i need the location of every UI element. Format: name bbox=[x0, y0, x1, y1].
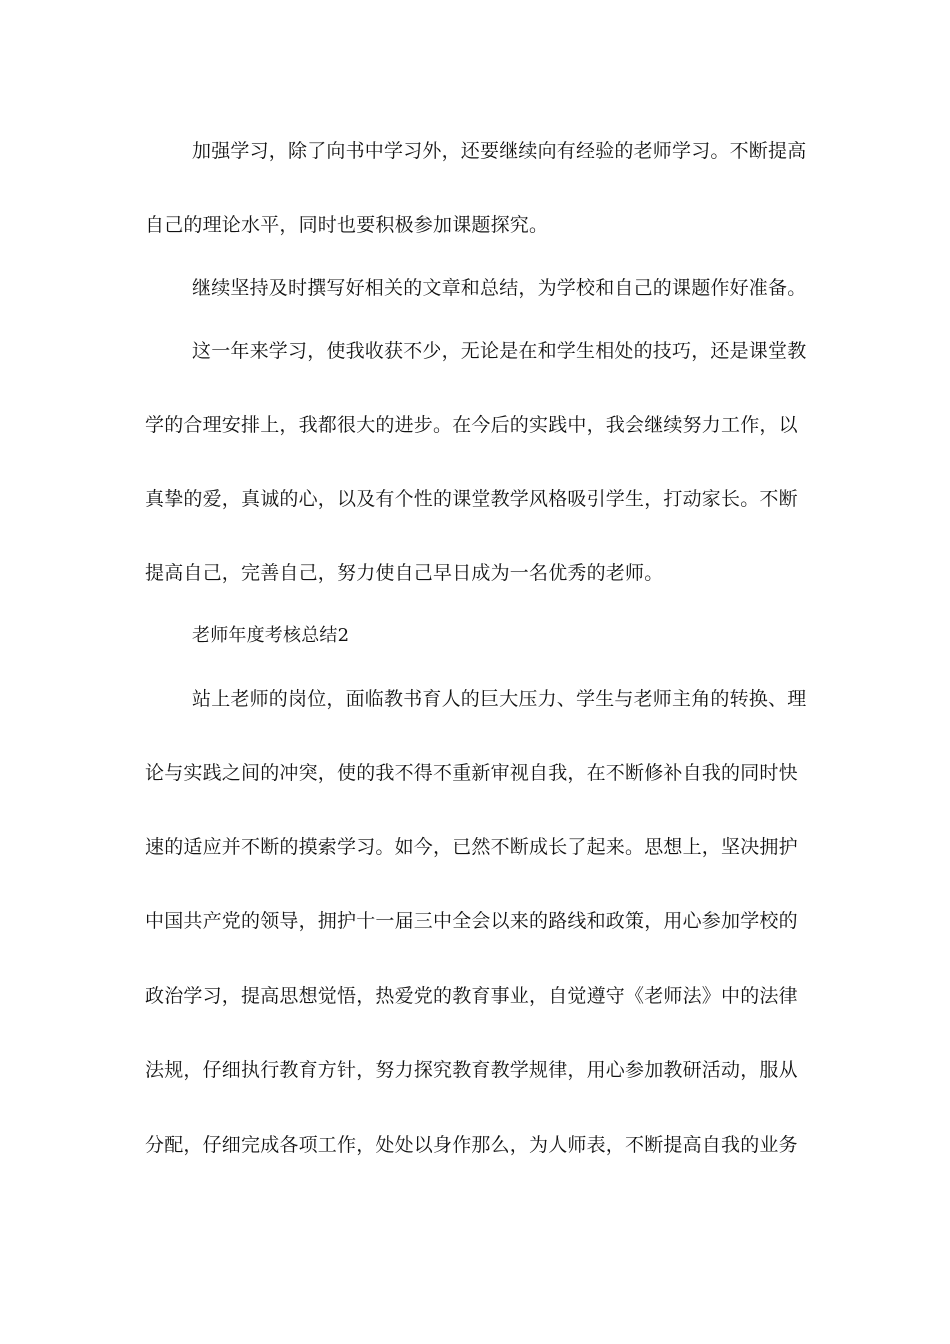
text-line: 这一年来学习，使我收获不少，无论是在和学生相处的技巧，还是课堂教 bbox=[192, 340, 807, 362]
text-line: 加强学习，除了向书中学习外，还要继续向有经验的老师学习。不断提高 bbox=[192, 140, 807, 162]
text-line: 继续坚持及时撰写好相关的文章和总结，为学校和自己的课题作好准备。 bbox=[192, 277, 807, 299]
text-line: 中国共产党的领导，拥护十一届三中全会以来的路线和政策，用心参加学校的 bbox=[145, 910, 798, 932]
text-line: 分配，仔细完成各项工作，处处以身作那么，为人师表，不断提高自我的业务 bbox=[145, 1134, 798, 1156]
text-line: 法规，仔细执行教育方针，努力探究教育教学规律，用心参加教研活动，服从 bbox=[145, 1059, 798, 1081]
text-line: 自己的理论水平，同时也要积极参加课题探究。 bbox=[145, 214, 549, 236]
text-line: 提高自己，完善自己，努力使自己早日成为一名优秀的老师。 bbox=[145, 562, 664, 584]
text-line: 政治学习，提高思想觉悟，热爱党的教育事业，自觉遵守《老师法》中的法律 bbox=[145, 985, 798, 1007]
text-line: 论与实践之间的冲突，使的我不得不重新审视自我，在不断修补自我的同时快 bbox=[145, 762, 798, 784]
text-line: 速的适应并不断的摸索学习。如今，已然不断成长了起来。思想上，坚决拥护 bbox=[145, 836, 798, 858]
text-line: 站上老师的岗位，面临教书育人的巨大压力、学生与老师主角的转换、理 bbox=[192, 688, 807, 710]
section-heading: 老师年度考核总结2 bbox=[192, 625, 350, 646]
text-line: 真挚的爱，真诚的心，以及有个性的课堂教学风格吸引学生，打动家长。不断 bbox=[145, 488, 798, 510]
text-line: 学的合理安排上，我都很大的进步。在今后的实践中，我会继续努力工作，以 bbox=[145, 414, 798, 436]
